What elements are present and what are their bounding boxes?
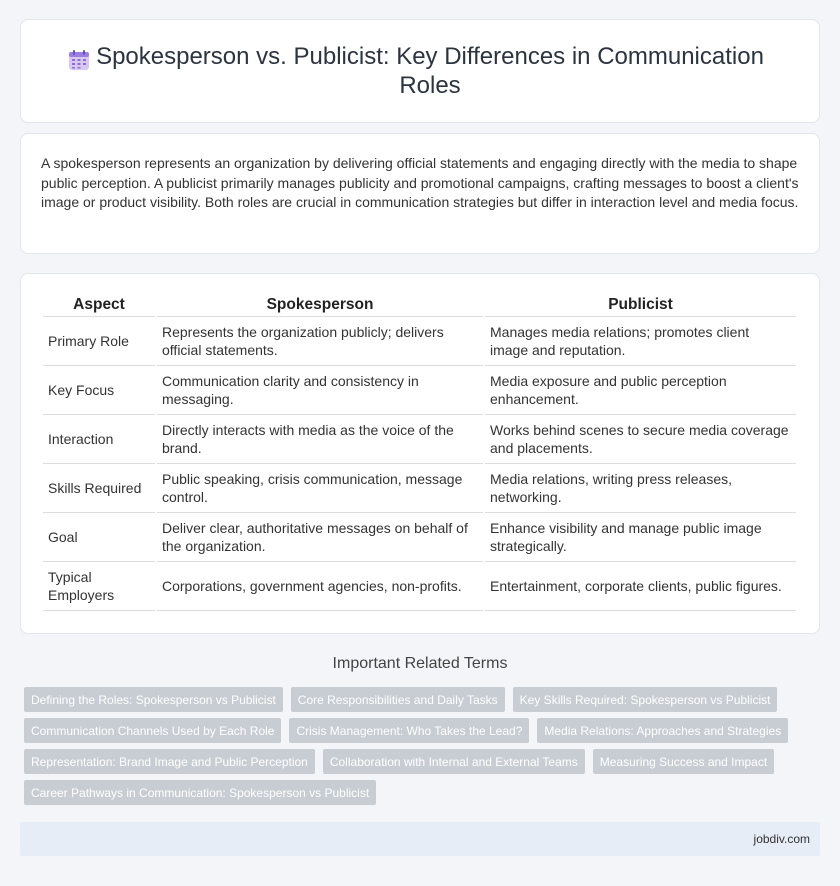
intro-paragraph: A spokesperson represents an organization by delivering official statements and engaging directly with the media to shape public perception. A publicist primarily manages publicity and promotional campaigns, crafting messages to boost a client's image or product visibility. Both roles are crucial in communication strategies but differ in interaction level and media focus. [41, 155, 799, 210]
row-spokesperson: Public speaking, crisis communication, message control. [157, 464, 483, 513]
related-tag[interactable]: Collaboration with Internal and External Teams [323, 749, 585, 774]
intro-card [20, 133, 820, 254]
related-tag[interactable]: Media Relations: Approaches and Strategies [537, 718, 788, 743]
row-spokesperson: Deliver clear, authoritative messages on behalf of the organization. [157, 513, 483, 562]
table-row [43, 317, 796, 366]
related-tag[interactable]: Career Pathways in Communication: Spokesperson vs Publicist [24, 780, 376, 805]
related-tag[interactable]: Communication Channels Used by Each Role [24, 718, 281, 743]
related-tag[interactable]: Defining the Roles: Spokesperson vs Publicist [24, 687, 283, 712]
related-tag[interactable]: Crisis Management: Who Takes the Lead? [289, 718, 529, 743]
row-spokesperson: Corporations, government agencies, non-profits. [157, 562, 483, 611]
header-card [20, 19, 820, 123]
row-aspect: Primary Role [43, 317, 155, 366]
related-terms-title: Important Related Terms [332, 655, 508, 672]
table-row [43, 464, 796, 513]
table-row [43, 415, 796, 464]
table-header-row [43, 292, 796, 317]
row-publicist: Media exposure and public perception enhancement. [485, 366, 796, 415]
row-spokesperson: Communication clarity and consistency in messaging. [157, 366, 483, 415]
related-tag[interactable]: Measuring Success and Impact [593, 749, 774, 774]
page-title: Spokesperson vs. Publicist: Key Differences in Communication Roles [96, 43, 764, 99]
row-publicist: Works behind scenes to secure media coverage and placements. [485, 415, 796, 464]
row-aspect: Typical Employers [43, 562, 155, 611]
row-publicist: Entertainment, corporate clients, public figures. [485, 562, 796, 611]
row-spokesperson: Represents the organization publicly; delivers official statements. [157, 317, 483, 366]
row-aspect: Interaction [43, 415, 155, 464]
row-aspect: Skills Required [43, 464, 155, 513]
related-tag[interactable]: Representation: Brand Image and Public Perception [24, 749, 315, 774]
footer-site-link[interactable]: jobdiv.com [753, 832, 810, 846]
row-aspect: Goal [43, 513, 155, 562]
comparison-table [41, 292, 798, 611]
row-publicist: Manages media relations; promotes client image and reputation. [485, 317, 796, 366]
table-row [43, 562, 796, 611]
related-tag[interactable]: Core Responsibilities and Daily Tasks [291, 687, 505, 712]
related-tag[interactable]: Key Skills Required: Spokesperson vs Publicist [513, 687, 778, 712]
row-spokesperson: Directly interacts with media as the voice of the brand. [157, 415, 483, 464]
footer-bar [20, 822, 820, 856]
row-publicist: Enhance visibility and manage public image strategically. [485, 513, 796, 562]
related-terms-list [24, 687, 804, 805]
table-row [43, 513, 796, 562]
header-publicist: Publicist [485, 292, 796, 317]
table-row [43, 366, 796, 415]
comparison-card [20, 273, 820, 634]
row-aspect: Key Focus [43, 366, 155, 415]
header-spokesperson: Spokesperson [157, 292, 483, 317]
row-publicist: Media relations, writing press releases, networking. [485, 464, 796, 513]
header-aspect: Aspect [43, 292, 155, 317]
